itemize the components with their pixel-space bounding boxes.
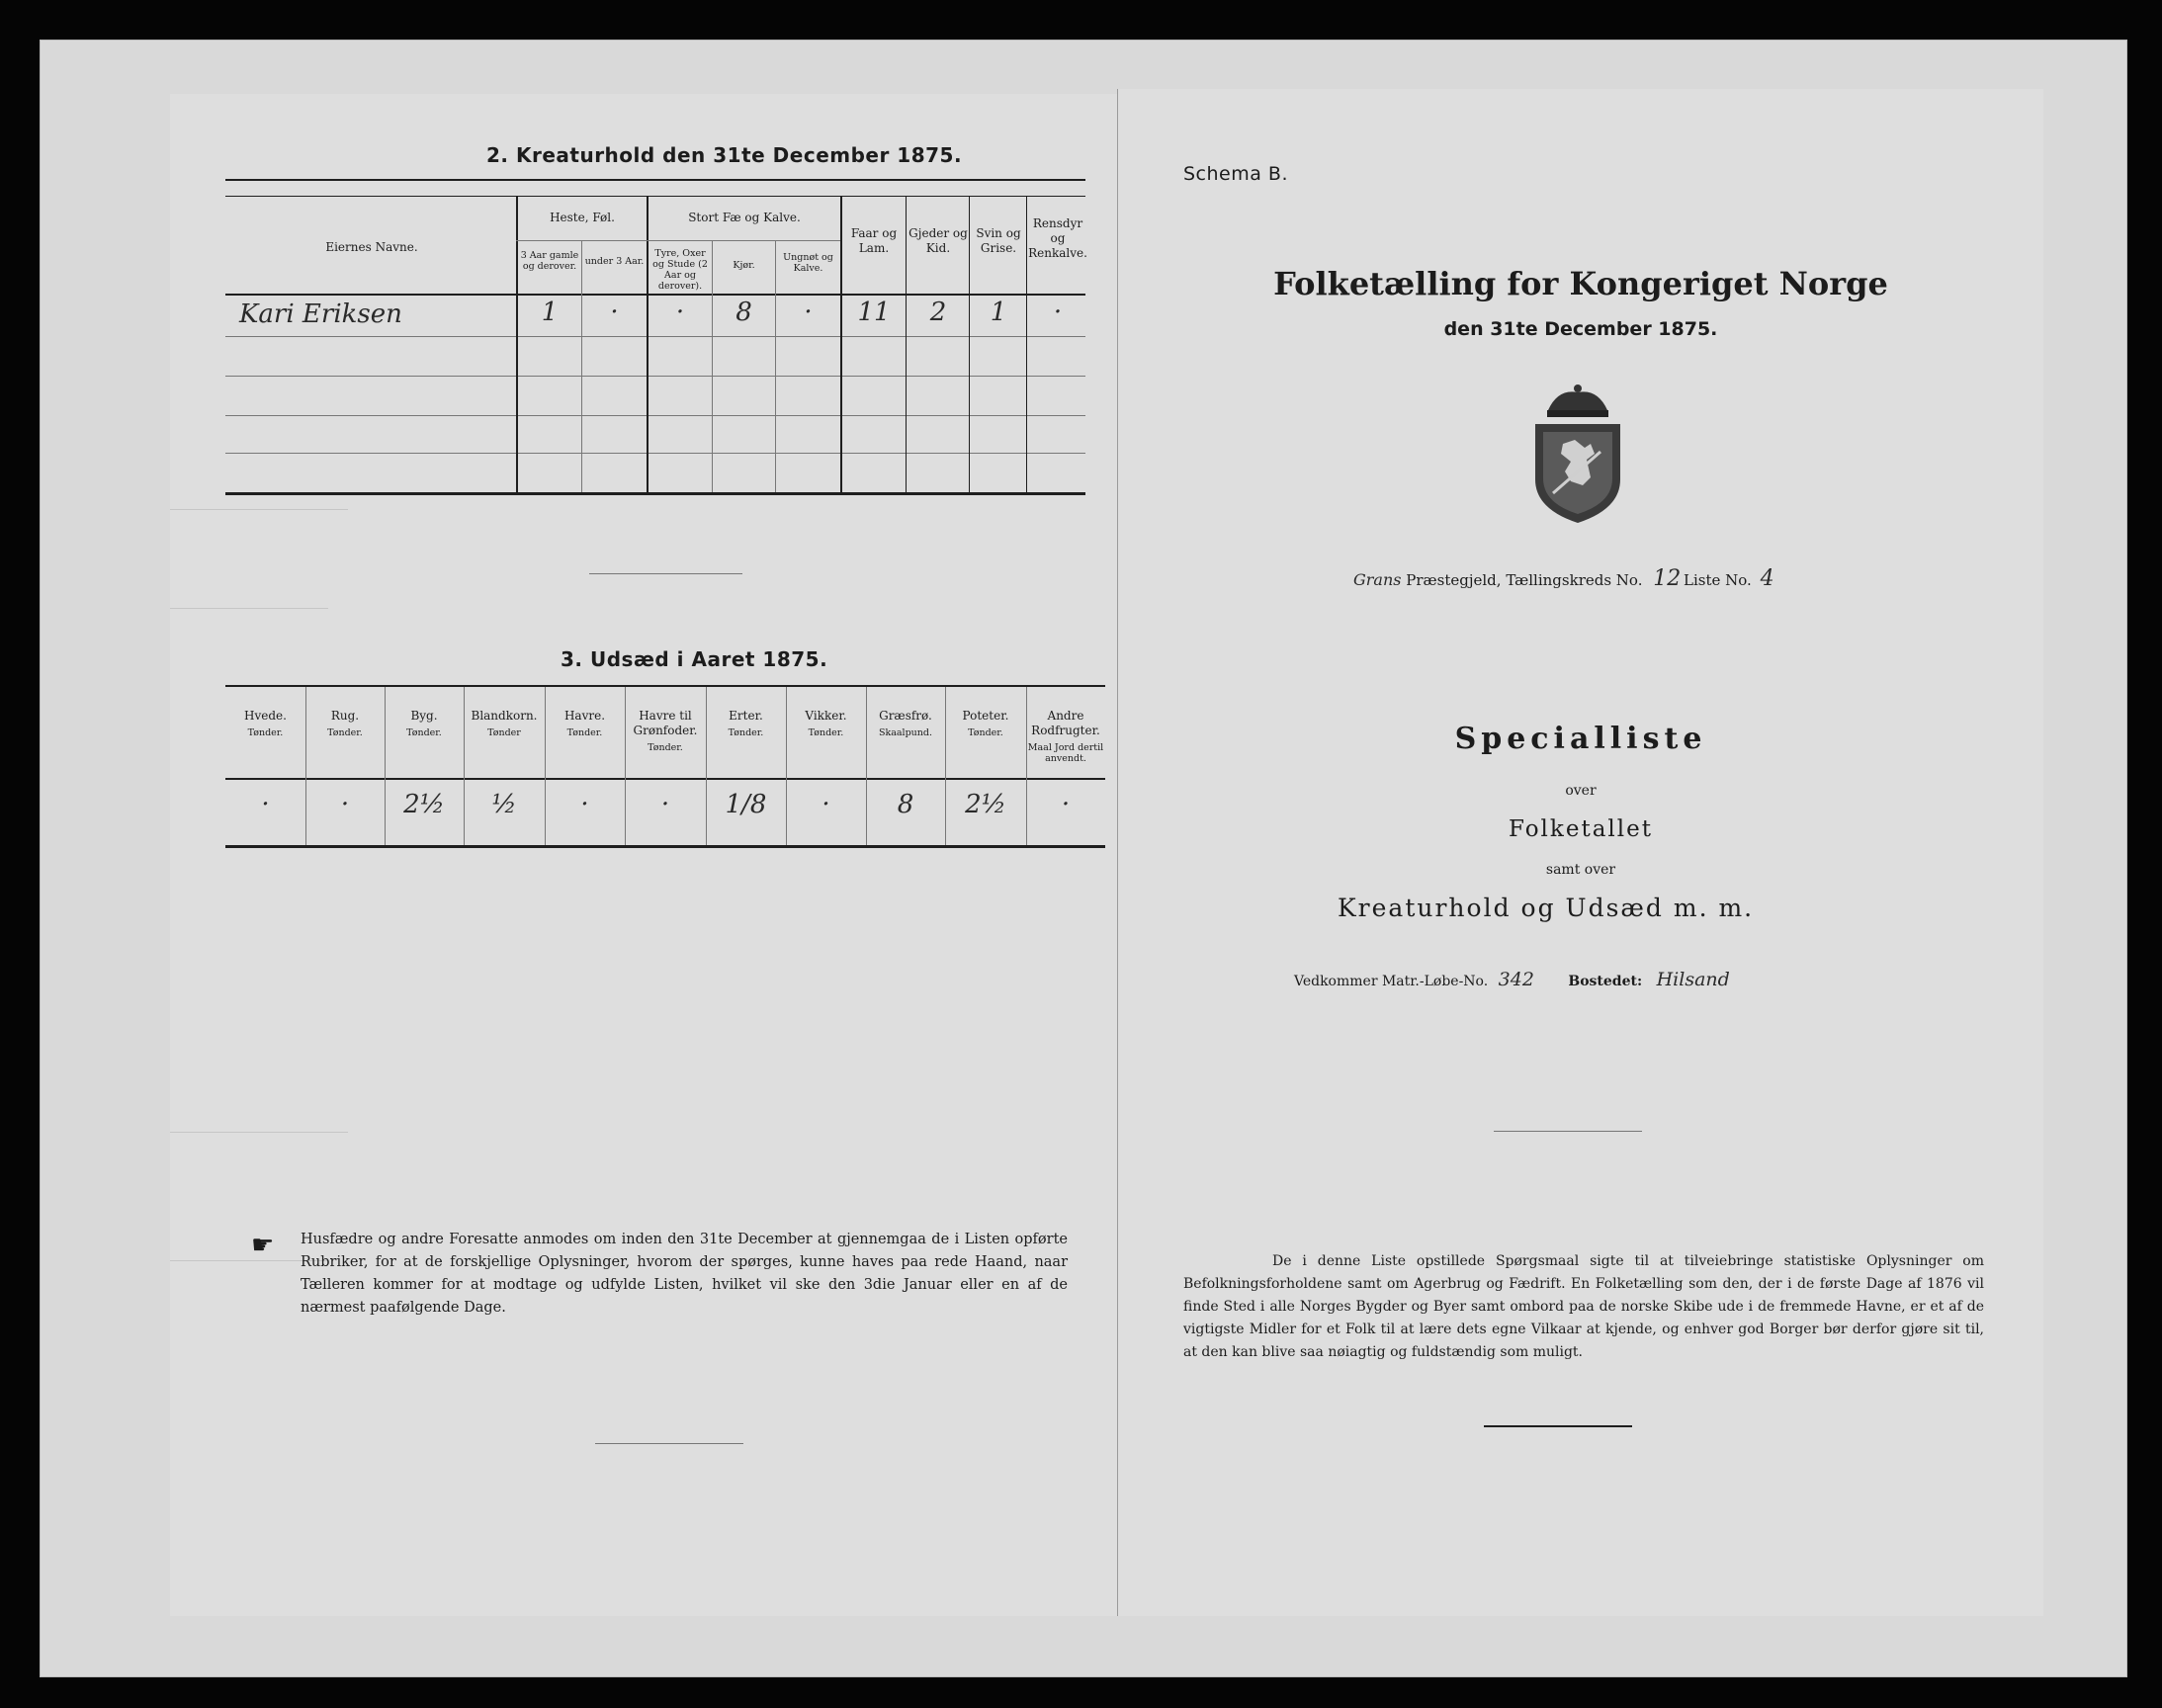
col-faar-header: Faar og Lam.: [850, 226, 898, 255]
seed-col-unit: Tønder.: [566, 727, 603, 738]
left-page: [170, 94, 1119, 1616]
table3-title: 3. Udsæd i Aaret 1875.: [561, 647, 828, 671]
kjoer-cell: 8: [735, 298, 752, 327]
seed-value-cell: ½: [491, 790, 517, 819]
table2-title: 2. Kreaturhold den 31te December 1875.: [486, 143, 963, 167]
right-page: [1117, 89, 2043, 1616]
prestegjeld-hand: Grans: [1353, 570, 1402, 589]
seed-value-cell: ·: [822, 790, 830, 819]
seed-col-unit: Tønder.: [728, 727, 764, 738]
seed-value-cell: ·: [340, 790, 350, 819]
col-gjeder-header: Gjeder og Kid.: [908, 226, 968, 255]
separator-rule: [589, 573, 742, 574]
svin-cell: 1: [990, 298, 1007, 327]
seed-col-header: [945, 709, 1026, 738]
col-stortfae-header: Stort Fæ og Kalve.: [688, 211, 801, 224]
census-date: den 31te December 1875.: [1443, 318, 1718, 340]
seed-col-name: Poteter.: [962, 709, 1009, 723]
seed-col-name: Græsfrø.: [879, 709, 932, 723]
liste-label: Liste No.: [1684, 571, 1752, 589]
seed-value-cell: 2½: [403, 790, 445, 819]
bosted-label: Bostedet:: [1568, 974, 1643, 989]
seed-col-unit: Tønder.: [247, 727, 284, 738]
ungnot-cell: ·: [804, 298, 813, 327]
location-line: [1353, 566, 1681, 591]
col-owner-header: Eiernes Navne.: [325, 240, 418, 254]
prestegjeld-label: Præstegjeld,: [1406, 571, 1502, 589]
seed-col-unit: Skaalpund.: [878, 727, 933, 738]
seed-col-unit: Tønder.: [968, 727, 1003, 738]
kreds-label: Tællingskreds No.: [1506, 571, 1643, 589]
seed-col-header: [706, 709, 786, 738]
seed-col-name: Rug.: [330, 709, 360, 723]
matr-hand: 342: [1498, 969, 1534, 990]
seed-col-name: Andre Rodfrugter.: [1031, 709, 1100, 737]
right-explanation: De i denne Liste opstillede Spørgsmaal sigte til at tilveiebringe statistiske Oplysninger om Befolkningsforholdene samt om Agerbrug og Fædrift. En Folketælling som den, der i de første Dage af 1876 vil finde Sted i alle Norges Bygder og Byer samt ombord paa de norske Skibe ude i de fremmede Havne, er et af de vigtigste Midler for et Folk til at lære dets egne Vilkaar at kjende, og enhver god Borger bør derfor gjøre sit til, at den kan blive saa nøiagtig og fuldstændig som muligt.: [1183, 1253, 1984, 1360]
gjeder-cell: 2: [929, 298, 947, 327]
seed-col-header: [385, 709, 464, 738]
seed-value-cell: ·: [1061, 790, 1071, 819]
seed-col-header: [625, 709, 706, 753]
seed-value-cell: 2½: [965, 790, 1006, 819]
seed-col-header: [545, 709, 625, 738]
matr-label: Vedkommer Matr.-Løbe-No.: [1294, 974, 1489, 989]
seed-col-unit: Tønder.: [406, 727, 442, 738]
seed-col-name: Byg.: [410, 709, 438, 723]
pointing-hand-icon: ☛: [251, 1231, 275, 1260]
coat-of-arms-icon: [1513, 383, 1642, 526]
seed-col-header: [225, 709, 305, 738]
seed-value-cell: ·: [261, 790, 270, 819]
seed-col-header: [464, 709, 545, 738]
seed-col-name: Vikker.: [805, 709, 847, 723]
folketallet-heading: Folketallet: [1509, 816, 1653, 842]
col-heste-header: Heste, Føl.: [550, 211, 615, 224]
seed-col-unit: Maal Jord dertil anvendt.: [1027, 742, 1104, 764]
seed-col-unit: Tønder: [487, 727, 521, 738]
liste-hand: 4: [1760, 566, 1774, 591]
seed-col-unit: Tønder.: [648, 742, 683, 753]
right-separator-rule: [1494, 1131, 1642, 1132]
seed-col-unit: Tønder.: [327, 727, 363, 738]
rensdyr-cell: ·: [1053, 298, 1063, 327]
specialliste-heading: Specialliste: [1454, 722, 1707, 756]
kreds-hand: 12: [1653, 566, 1682, 591]
seed-value-cell: ·: [580, 790, 589, 819]
col-svin-header: Svin og Grise.: [976, 226, 1021, 255]
seed-col-name: Blandkorn.: [471, 709, 538, 723]
seed-col-name: Havre til Grønfoder.: [633, 709, 698, 737]
seed-col-name: Hvede.: [244, 709, 287, 723]
samt-over-text: samt over: [1545, 862, 1616, 878]
col-heste-3aar-header: 3 Aar gamle og derover.: [520, 250, 579, 272]
matr-line: [1294, 969, 1730, 990]
liste-line: [1684, 566, 1774, 591]
seed-value-cell: 8: [897, 790, 914, 819]
col-heste-under3-header: under 3 Aar.: [584, 256, 645, 267]
left-instructions: Husfædre og andre Foresatte anmodes om inden den 31te December at gjennemgaa de i Listen opførte Rubriker, for at de forskjellige Oplysninger, hvorom der spørges, kunne haves paa rede Haand, naar Tælleren kommer for at modtage og udfylde Listen, hvilket vil ske den 3die Januar eller en af de nærmest paafølgende Dage.: [301, 1232, 1068, 1316]
seed-col-header: [866, 709, 945, 738]
seed-col-header: [786, 709, 866, 738]
seed-col-name: Erter.: [729, 709, 763, 723]
seed-col-unit: Tønder.: [808, 727, 844, 738]
seed-col-header: [1026, 709, 1105, 764]
seed-col-name: Havre.: [563, 709, 606, 723]
heste-3aar-cell: 1: [541, 298, 559, 327]
bosted-hand: Hilsand: [1656, 969, 1730, 990]
seed-value-cell: 1/8: [725, 790, 767, 819]
right-footer-rule: [1484, 1425, 1632, 1427]
col-kjoer-header: Kjør.: [733, 260, 755, 271]
over-text: over: [1565, 783, 1597, 799]
col-tyre-header: Tyre, Oxer og Stude (2 Aar og derover).: [652, 248, 708, 292]
owner-name-cell: Kari Eriksen: [239, 299, 402, 329]
tyre-cell: ·: [675, 298, 685, 327]
schema-label: Schema B.: [1183, 163, 1289, 185]
faar-cell: 11: [857, 298, 891, 327]
col-rensdyr-header: Rensdyr og Renkalve.: [1028, 216, 1087, 260]
kreaturhold-heading: Kreaturhold og Udsæd m. m.: [1338, 894, 1755, 922]
col-ungnot-header: Ungnøt og Kalve.: [783, 252, 833, 274]
seed-col-header: [305, 709, 385, 738]
seed-value-cell: ·: [660, 790, 670, 819]
heste-under3-cell: ·: [610, 298, 619, 327]
census-title: Folketælling for Kongeriget Norge: [1273, 265, 1888, 302]
footer-rule: [595, 1443, 743, 1444]
